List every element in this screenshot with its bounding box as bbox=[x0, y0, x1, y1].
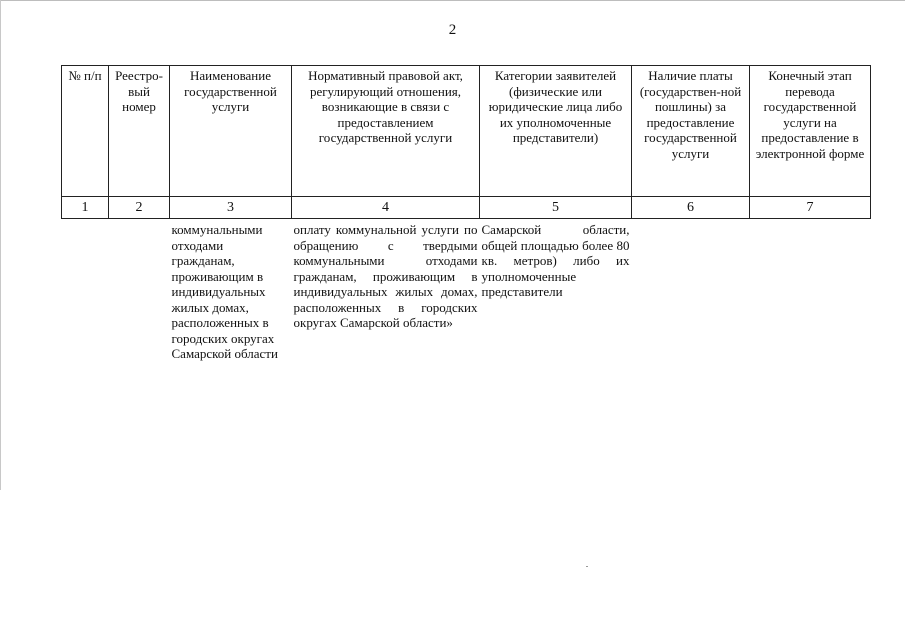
column-number: 5 bbox=[480, 197, 632, 219]
page-left-edge bbox=[0, 0, 1, 490]
header-legal-act: Нормативный правовой акт, регулирующий отношения, возникающие в связи с предоставлением государственной услуги bbox=[292, 66, 480, 197]
scan-speck bbox=[586, 566, 588, 567]
legal-act-text: оплату коммунальной услуги по обращению с твердыми коммунальными отходами гражданам, проживающим в индивидуальных жилых домах, расположенных в городских округах Самарской области» bbox=[293, 222, 478, 330]
header-registry-number: Реестро-вый номер bbox=[109, 66, 170, 197]
cell-final-stage bbox=[750, 219, 871, 362]
table-row bbox=[62, 219, 871, 362]
header-final-stage: Конечный этап перевода государственной услуги на предоставление в электронной форме bbox=[750, 66, 871, 197]
cell-number bbox=[62, 219, 109, 362]
header-service-name: Наименование государственной услуги bbox=[170, 66, 292, 197]
column-number-row bbox=[62, 197, 871, 219]
service-name-text: коммунальными отходами гражданам, проживающим в индивидуальных жилых домах, расположенных в городских округах Самарской области bbox=[171, 222, 278, 361]
column-number: 1 bbox=[62, 197, 109, 219]
header-fee: Наличие платы (государствен-ной пошлины) за предоставление государственной услуги bbox=[632, 66, 750, 197]
header-applicant-categories: Категории заявителей (физические или юридические лица либо их уполномоченные представители) bbox=[480, 66, 632, 197]
header-number: № п/п bbox=[62, 66, 109, 197]
cell-legal-act bbox=[292, 219, 480, 362]
cell-applicant-categories bbox=[480, 219, 632, 362]
cell-service-name bbox=[170, 219, 292, 362]
page-top-edge bbox=[0, 0, 905, 1]
column-number: 6 bbox=[632, 197, 750, 219]
applicant-categories-text: Самарской области, общей площадью более 80 кв. метров) либо их уполномоченные представители bbox=[481, 222, 630, 299]
cell-registry-number bbox=[109, 219, 170, 362]
table-header-row bbox=[62, 66, 871, 197]
column-number: 4 bbox=[292, 197, 480, 219]
page-number: 2 bbox=[448, 22, 457, 38]
services-table bbox=[61, 65, 871, 362]
column-number: 3 bbox=[170, 197, 292, 219]
cell-fee bbox=[632, 219, 750, 362]
column-number: 7 bbox=[750, 197, 871, 219]
column-number: 2 bbox=[109, 197, 170, 219]
